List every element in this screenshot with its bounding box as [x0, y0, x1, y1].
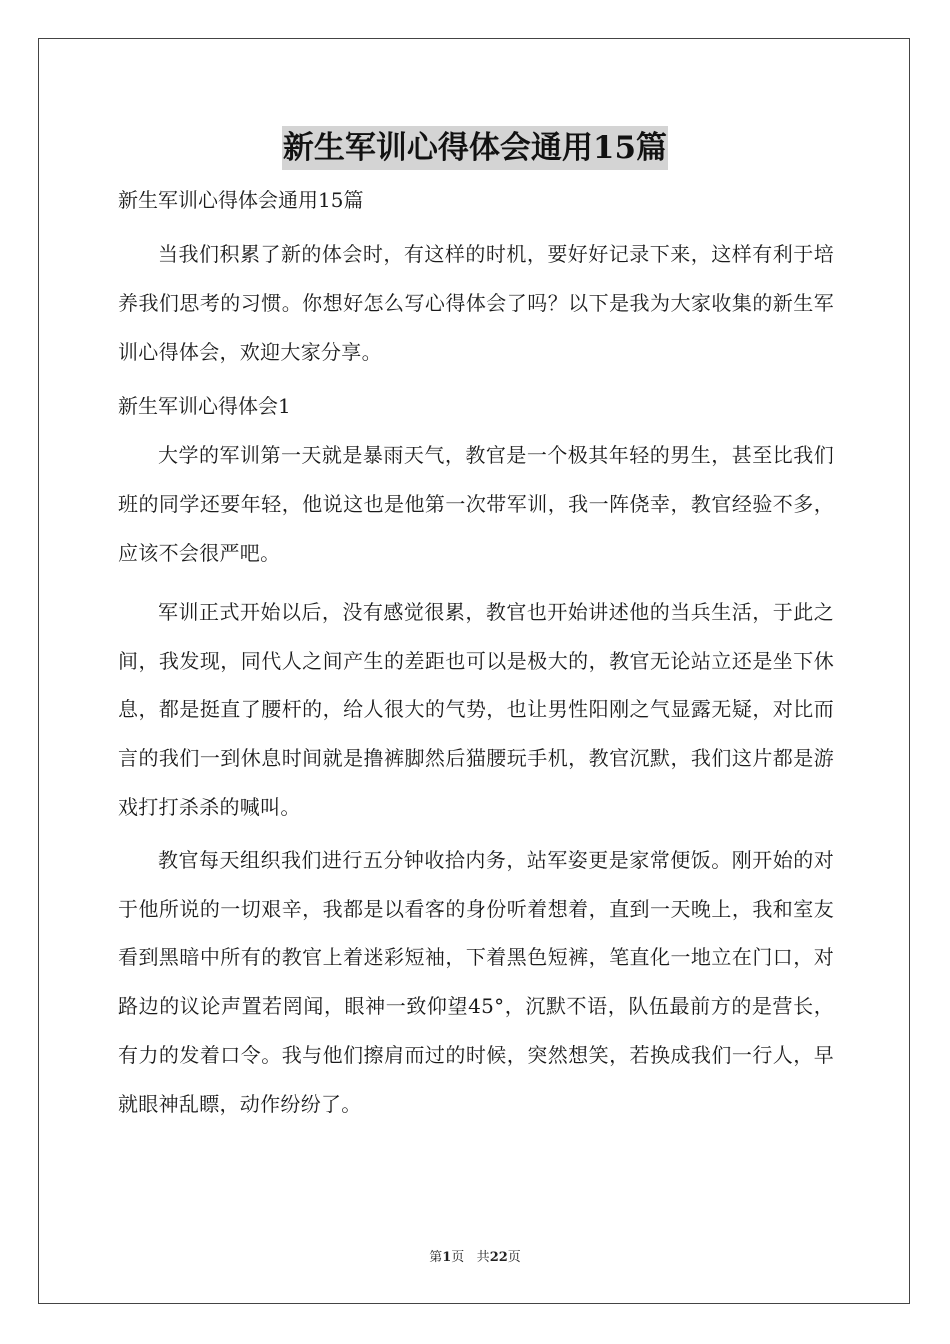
body-paragraph: 军训正式开始以后，没有感觉很累，教官也开始讲述他的当兵生活，于此之间，我发现，同代人之间产生的差距也可以是极大的，教官无论站立还是坐下休息，都是挺直了腰杆的，给人很大的气势，也让男性阳刚之气显露无疑，对比而言的我们一到休息时间就是撸裤脚然后猫腰玩手机，教官沉默，我们这片都是游戏打打杀杀的喊叫。: [118, 599, 834, 819]
body-paragraph: 教官每天组织我们进行五分钟收拾内务，站军姿更是家常便饭。刚开始的对于他所说的一切艰辛，我都是以看客的身份听着想着，直到一天晚上，我和室友看到黑暗中所有的教官上着迷彩短袖，下着黑色短裤，笔直化一地立在门口，对路边的议论声置若罔闻，眼神一致仰望45°，沉默不语，队伍最前方的是营长，有力的发着口令。我与他们擦肩而过的时候，突然想笑，若换成我们一行人，早就眼神乱瞟，动作纷纷了。: [118, 847, 834, 1116]
total-pages: 22: [489, 1250, 508, 1265]
total-pages-suffix: 页: [507, 1250, 521, 1265]
section-heading: 新生军训心得体会1: [118, 394, 291, 419]
total-pages-prefix: 共: [476, 1250, 490, 1265]
page-number-suffix: 页: [451, 1250, 465, 1265]
intro-paragraph: 当我们积累了新的体会时，有这样的时机，要好好记录下来，这样有利于培养我们思考的习惯。你想好怎么写心得体会了吗？以下是我为大家收集的新生军训心得体会，欢迎大家分享。: [118, 242, 834, 364]
document-body: [118, 180, 834, 1129]
page-footer: [0, 1246, 950, 1265]
page-number: 1: [442, 1250, 452, 1265]
document-title: 新生军训心得体会通用15篇: [282, 126, 668, 170]
document-subtitle: 新生军训心得体会通用15篇: [118, 188, 364, 212]
body-paragraph: 大学的军训第一天就是暴雨天气，教官是一个极其年轻的男生，甚至比我们班的同学还要年轻，他说这也是他第一次带军训，我一阵侥幸，教官经验不多，应该不会很严吧。: [118, 443, 834, 565]
title-container: [0, 126, 950, 170]
page-number-prefix: 第: [429, 1250, 443, 1265]
